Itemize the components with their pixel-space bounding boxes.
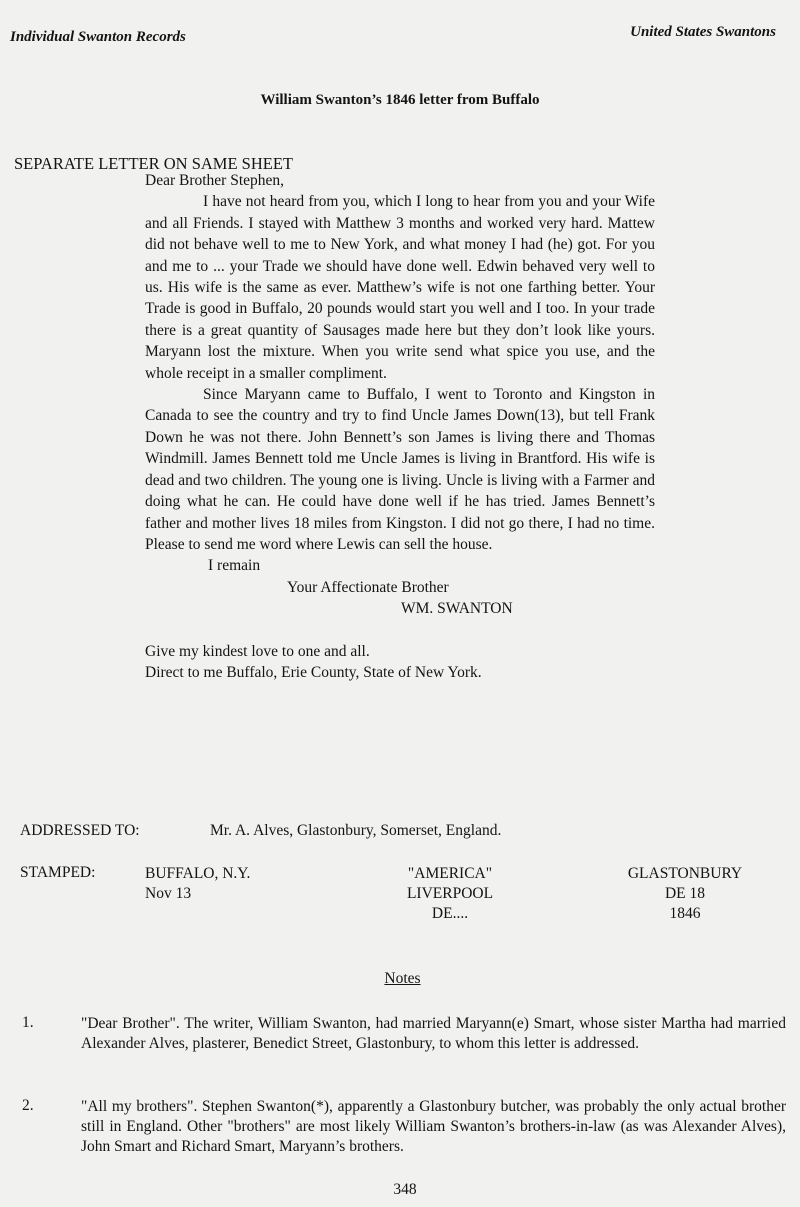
notes-title: Notes [384,970,421,987]
addressed-label: ADDRESSED TO: [20,822,140,839]
header-right: United States Swantons [630,24,776,40]
letter-paragraph-2: Since Maryann came to Buffalo, I went to Toronto and Kingston in Canada to see the country and try to find Uncle James Down(13), but tell Frank Down he was not there. John Bennett’s son James is living there and Thomas Windmill. James Bennett told me Uncle James is living in Brantford. His wife is dead and two children. The young one is living. Uncle is living with a Farmer and doing what he can. He could have done well if he has tried. James Bennett’s father and mother lives 18 miles from Kingston. I did not go there, I had no time. Please to send me word where Lewis can sell the house. [145,386,655,553]
stamp-line: "AMERICA" [407,865,493,882]
letter-salutation: Dear Brother Stephen, [145,172,285,189]
addressed-value: Mr. A. Alves, Glastonbury, Somerset, England. [210,822,502,839]
stamp-liverpool [360,864,540,924]
stamp-line: 1846 [669,905,701,922]
header-left: Individual Swanton Records [10,29,186,45]
letter-postscript-1: Give my kindest love to one and all. [145,642,370,660]
stamp-glastonbury [600,864,770,924]
stamp-line: DE 18 [664,885,706,902]
section-heading: SEPARATE LETTER ON SAME SHEET [14,154,293,173]
letter-postscript-2: Direct to me Buffalo, Erie County, State of New York. [145,663,482,681]
letter-remain: I remain [208,557,261,575]
note-text: "Dear Brother". The writer, William Swanton, had married Maryann(e) Smart, whose sister Martha had married Alexander Alves, plasterer, Benedict Street, Glastonbury, to whom this letter is addressed. [81,1015,786,1052]
letter-closing: Your Affectionate Brother [287,578,449,596]
stamp-buffalo [145,864,250,904]
stamp-line: LIVERPOOL [406,885,494,902]
note-text: "All my brothers". Stephen Swanton(*), apparently a Glastonbury butcher, was probably the only actual brother still in England. Other "brothers" are most likely William Swanton’s brothers-in-law (as was Alexander Alves), John Smart and Richard Smart, Maryann’s brothers. [81,1098,786,1155]
note-number: 2. [22,1097,34,1114]
letter-body [145,170,655,683]
page-number: 348 [393,1181,417,1198]
stamp-line: Nov 13 [145,885,192,902]
letter-paragraph-1: I have not heard from you, which I long to hear from you and your Wife and all Friends. I stayed with Matthew 3 months and worked very hard. Mattew did not behave well to me to New York, and what money I had (he) got. For you and me to ... your Trade we should have done well. Edwin behaved very well to us. His wife is the same as ever. Matthew’s wife is not one farthing better. Your Trade is good in Buffalo, 20 pounds would start you well and I too. In your trade there is a great quantity of Sausages made here but they don’t look like yours. Maryann lost the mixture. When you write send what spice you use, and the whole receipt in a smaller compliment. [145,193,655,382]
stamp-line: DE.... [431,905,469,922]
stamped-label: STAMPED: [20,864,96,881]
stamp-line: BUFFALO, N.Y. [145,865,251,882]
stamp-line: GLASTONBURY [627,865,743,882]
note-number: 1. [22,1014,34,1031]
page-title: William Swanton’s 1846 letter from Buffalo [260,92,540,108]
letter-signature: WM. SWANTON [401,600,513,618]
